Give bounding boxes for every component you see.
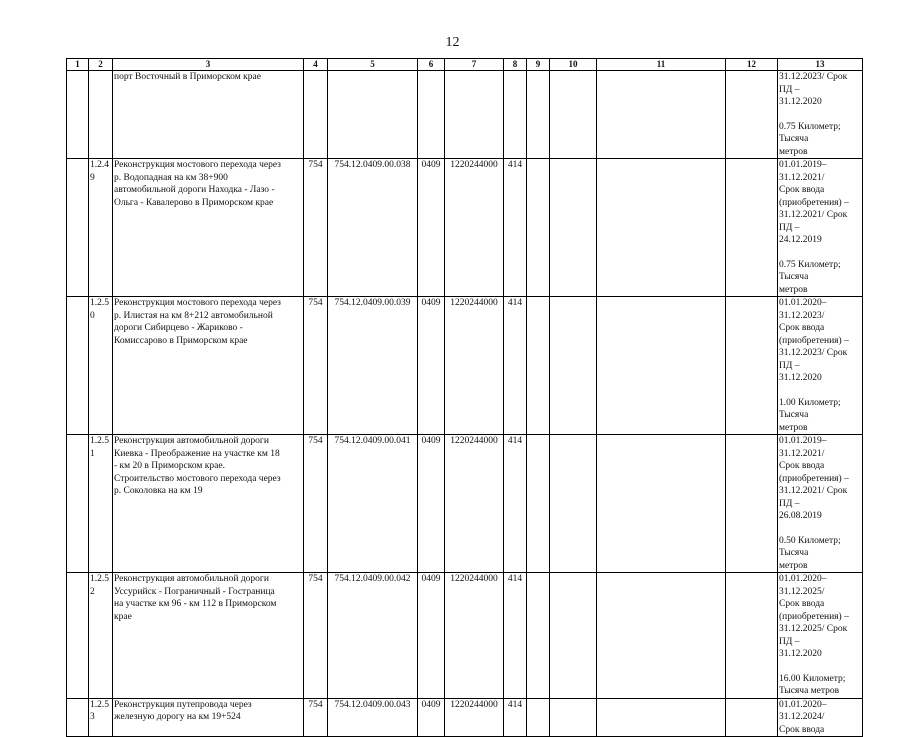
cell-col13-unit-line: 0.75 Километр; Тысяча: [779, 121, 841, 144]
cell-col13-line: (приобретения) –: [779, 335, 849, 346]
cell-col13-line: 31.12.2020: [779, 97, 822, 107]
cell-col9: [527, 573, 550, 699]
cell-col7: 1220244000: [445, 698, 504, 737]
cell-col13-line: 31.12.2021/ Срок ПД –: [779, 486, 848, 509]
cell-col13-line: Срок ввода: [779, 185, 825, 195]
cell-object-name-line: Комиссарово в Приморском крае: [114, 335, 248, 346]
cell-col7: 1220244000: [445, 435, 504, 573]
cell-col13-unit-line: метров: [779, 146, 808, 157]
cell-col13-unit-line: 1.00 Километр; Тысяча: [779, 397, 841, 420]
cell-col13-unit-line: 0.50 Километр; Тысяча: [779, 535, 841, 558]
cell-col13-line: 01.01.2020–31.12.2023/: [779, 298, 827, 321]
cell-col13-line: 01.01.2019–31.12.2021/: [779, 436, 827, 459]
cell-col4: 754: [304, 698, 328, 737]
cell-col10: [550, 573, 597, 699]
cell-col1: [67, 435, 89, 573]
cell-col13-line: Срок ввода: [779, 724, 825, 735]
cell-col1: [67, 159, 89, 297]
cell-col13-unit-line: метров: [779, 560, 808, 571]
data-table: [66, 58, 863, 737]
column-header-8: 8: [504, 59, 527, 71]
column-header-1: 1: [67, 59, 89, 71]
cell-col6: 0409: [418, 435, 445, 573]
cell-item-number: 1.2.5 0: [89, 297, 113, 435]
cell-col1: [67, 297, 89, 435]
cell-col8: 414: [504, 573, 527, 699]
cell-col9: [527, 159, 550, 297]
cell-col4: 754: [304, 573, 328, 699]
cell-col13: [778, 573, 863, 699]
cell-object-name-line: р. Водопадная на км 38+900: [114, 172, 228, 183]
cell-col13-unit-line: 16.00 Километр;: [779, 673, 846, 684]
cell-col10: [550, 159, 597, 297]
cell-col13-line: Срок ввода: [779, 323, 825, 333]
column-header-4: 4: [304, 59, 328, 71]
cell-col13-line: 26.08.2019: [779, 511, 822, 521]
column-header-5: 5: [328, 59, 418, 71]
table-row: [67, 71, 863, 159]
cell-item-number: 1.2.5 3: [89, 698, 113, 737]
cell-object-name-line: р. Илистая на км 8+212 автомобильной: [114, 310, 273, 321]
column-header-6: 6: [418, 59, 445, 71]
cell-col5: 754.12.0409.00.041: [328, 435, 418, 573]
cell-col1: [67, 71, 89, 159]
cell-object-name: [113, 573, 304, 699]
column-header-2: 2: [89, 59, 113, 71]
cell-col10: [550, 297, 597, 435]
cell-col7: 1220244000: [445, 573, 504, 699]
cell-col13-line: 31.12.2020: [779, 373, 822, 383]
table-row: [67, 159, 863, 297]
cell-col1: [67, 573, 89, 699]
cell-col12: [726, 698, 778, 737]
column-header-12: 12: [726, 59, 778, 71]
column-header-3: 3: [113, 59, 304, 71]
cell-col13-unit-line: Тысяча метров: [779, 686, 840, 696]
cell-object-name-line: Реконструкция мостового перехода через: [114, 160, 281, 170]
cell-col13: [778, 297, 863, 435]
cell-col13-line: 01.01.2020–31.12.2024/: [779, 699, 827, 722]
cell-col12: [726, 159, 778, 297]
cell-col5: 754.12.0409.00.039: [328, 297, 418, 435]
table-row: [67, 435, 863, 573]
cell-object-name-line: на участке км 96 - км 112 в Приморском: [114, 599, 277, 609]
cell-col13-line: 01.01.2019–31.12.2021/: [779, 160, 827, 183]
page-number: 12: [445, 35, 460, 50]
table-row: [67, 698, 863, 737]
cell-col6: [418, 71, 445, 159]
cell-object-name-line: - км 20 в Приморском крае.: [114, 461, 225, 471]
cell-col8: [504, 71, 527, 159]
cell-col13-line: 31.12.2021/ Срок ПД –: [779, 210, 848, 233]
cell-col5: 754.12.0409.00.042: [328, 573, 418, 699]
cell-col13-line: 31.12.2025/ Срок ПД –: [779, 624, 848, 647]
cell-object-name: [113, 297, 304, 435]
cell-col9: [527, 297, 550, 435]
header-row: [67, 59, 863, 71]
cell-col7: 1220244000: [445, 297, 504, 435]
cell-col7: [445, 71, 504, 159]
column-header-13: 13: [778, 59, 863, 71]
cell-col13-line: Срок ввода: [779, 461, 825, 471]
cell-object-name: [113, 698, 304, 737]
table-row: [67, 573, 863, 699]
cell-col13-line: (приобретения) –: [779, 473, 849, 484]
cell-col8: 414: [504, 297, 527, 435]
cell-object-name-line: Ольга - Кавалерово в Приморском крае: [114, 197, 274, 208]
cell-col12: [726, 297, 778, 435]
cell-col11: [597, 698, 726, 737]
cell-col8: 414: [504, 435, 527, 573]
cell-object-name-line: крае: [114, 611, 132, 622]
cell-col5: 754.12.0409.00.038: [328, 159, 418, 297]
cell-col11: [597, 297, 726, 435]
column-header-9: 9: [527, 59, 550, 71]
cell-object-name-line: Уссурийск - Пограничный - Гостраница: [114, 586, 275, 597]
cell-col4: [304, 71, 328, 159]
cell-col13-line: 31.12.2023/ Срок ПД –: [779, 348, 848, 371]
cell-object-name-line: Реконструкция автомобильной дороги: [114, 436, 269, 446]
cell-col7: 1220244000: [445, 159, 504, 297]
cell-col13: [778, 435, 863, 573]
column-header-10: 10: [550, 59, 597, 71]
cell-object-name-line: р. Соколовка на км 19: [114, 486, 203, 496]
cell-col13-line: (приобретения) –: [779, 611, 849, 622]
cell-col9: [527, 71, 550, 159]
cell-col10: [550, 71, 597, 159]
cell-col13-line: 31.12.2020: [779, 649, 822, 659]
cell-col6: 0409: [418, 573, 445, 699]
cell-col6: 0409: [418, 297, 445, 435]
cell-col12: [726, 573, 778, 699]
cell-col8: 414: [504, 159, 527, 297]
column-header-7: 7: [445, 59, 504, 71]
cell-col5: 754.12.0409.00.043: [328, 698, 418, 737]
table-row: [67, 297, 863, 435]
cell-object-name-line: порт Восточный в Приморском крае: [114, 72, 261, 82]
cell-object-name: [113, 71, 304, 159]
cell-col6: 0409: [418, 159, 445, 297]
cell-col5: [328, 71, 418, 159]
cell-col13: [778, 159, 863, 297]
cell-col13: [778, 698, 863, 737]
cell-item-number: 1.2.5 2: [89, 573, 113, 699]
table-body: [67, 71, 863, 737]
cell-object-name-line: дороги Сибирцево - Жариково -: [114, 323, 243, 333]
cell-col13-unit-line: метров: [779, 284, 808, 295]
cell-col11: [597, 71, 726, 159]
cell-item-number: 1.2.4 9: [89, 159, 113, 297]
cell-object-name-line: автомобильной дороги Находка - Лазо -: [114, 185, 275, 195]
cell-col13-line: 31.12.2023/ Срок ПД –: [779, 72, 848, 95]
cell-col13-line: Срок ввода: [779, 599, 825, 609]
cell-col11: [597, 573, 726, 699]
cell-col12: [726, 435, 778, 573]
cell-col11: [597, 159, 726, 297]
cell-col13-line: 24.12.2019: [779, 235, 822, 245]
cell-col6: 0409: [418, 698, 445, 737]
cell-col13-unit-line: 0.75 Километр; Тысяча: [779, 259, 841, 282]
cell-item-number: [89, 71, 113, 159]
cell-object-name-line: Строительство мостового перехода через: [114, 473, 281, 484]
cell-col12: [726, 71, 778, 159]
cell-item-number: 1.2.5 1: [89, 435, 113, 573]
cell-object-name-line: Реконструкция автомобильной дороги: [114, 574, 269, 584]
column-header-11: 11: [597, 59, 726, 71]
cell-object-name-line: Реконструкция мостового перехода через: [114, 298, 281, 308]
cell-col4: 754: [304, 297, 328, 435]
cell-col13: [778, 71, 863, 159]
cell-col13-line: 01.01.2020–31.12.2025/: [779, 574, 827, 597]
cell-object-name: [113, 159, 304, 297]
cell-object-name: [113, 435, 304, 573]
cell-col8: 414: [504, 698, 527, 737]
cell-object-name-line: Реконструкция путепровода через: [114, 699, 252, 710]
cell-col13-line: (приобретения) –: [779, 197, 849, 208]
cell-col10: [550, 435, 597, 573]
cell-col4: 754: [304, 435, 328, 573]
cell-object-name-line: Киевка - Преображение на участке км 18: [114, 448, 280, 459]
cell-col9: [527, 435, 550, 573]
cell-col9: [527, 698, 550, 737]
cell-col1: [67, 698, 89, 737]
cell-object-name-line: железную дорогу на км 19+524: [114, 712, 241, 722]
cell-col4: 754: [304, 159, 328, 297]
cell-col11: [597, 435, 726, 573]
cell-col10: [550, 698, 597, 737]
cell-col13-unit-line: метров: [779, 422, 808, 433]
